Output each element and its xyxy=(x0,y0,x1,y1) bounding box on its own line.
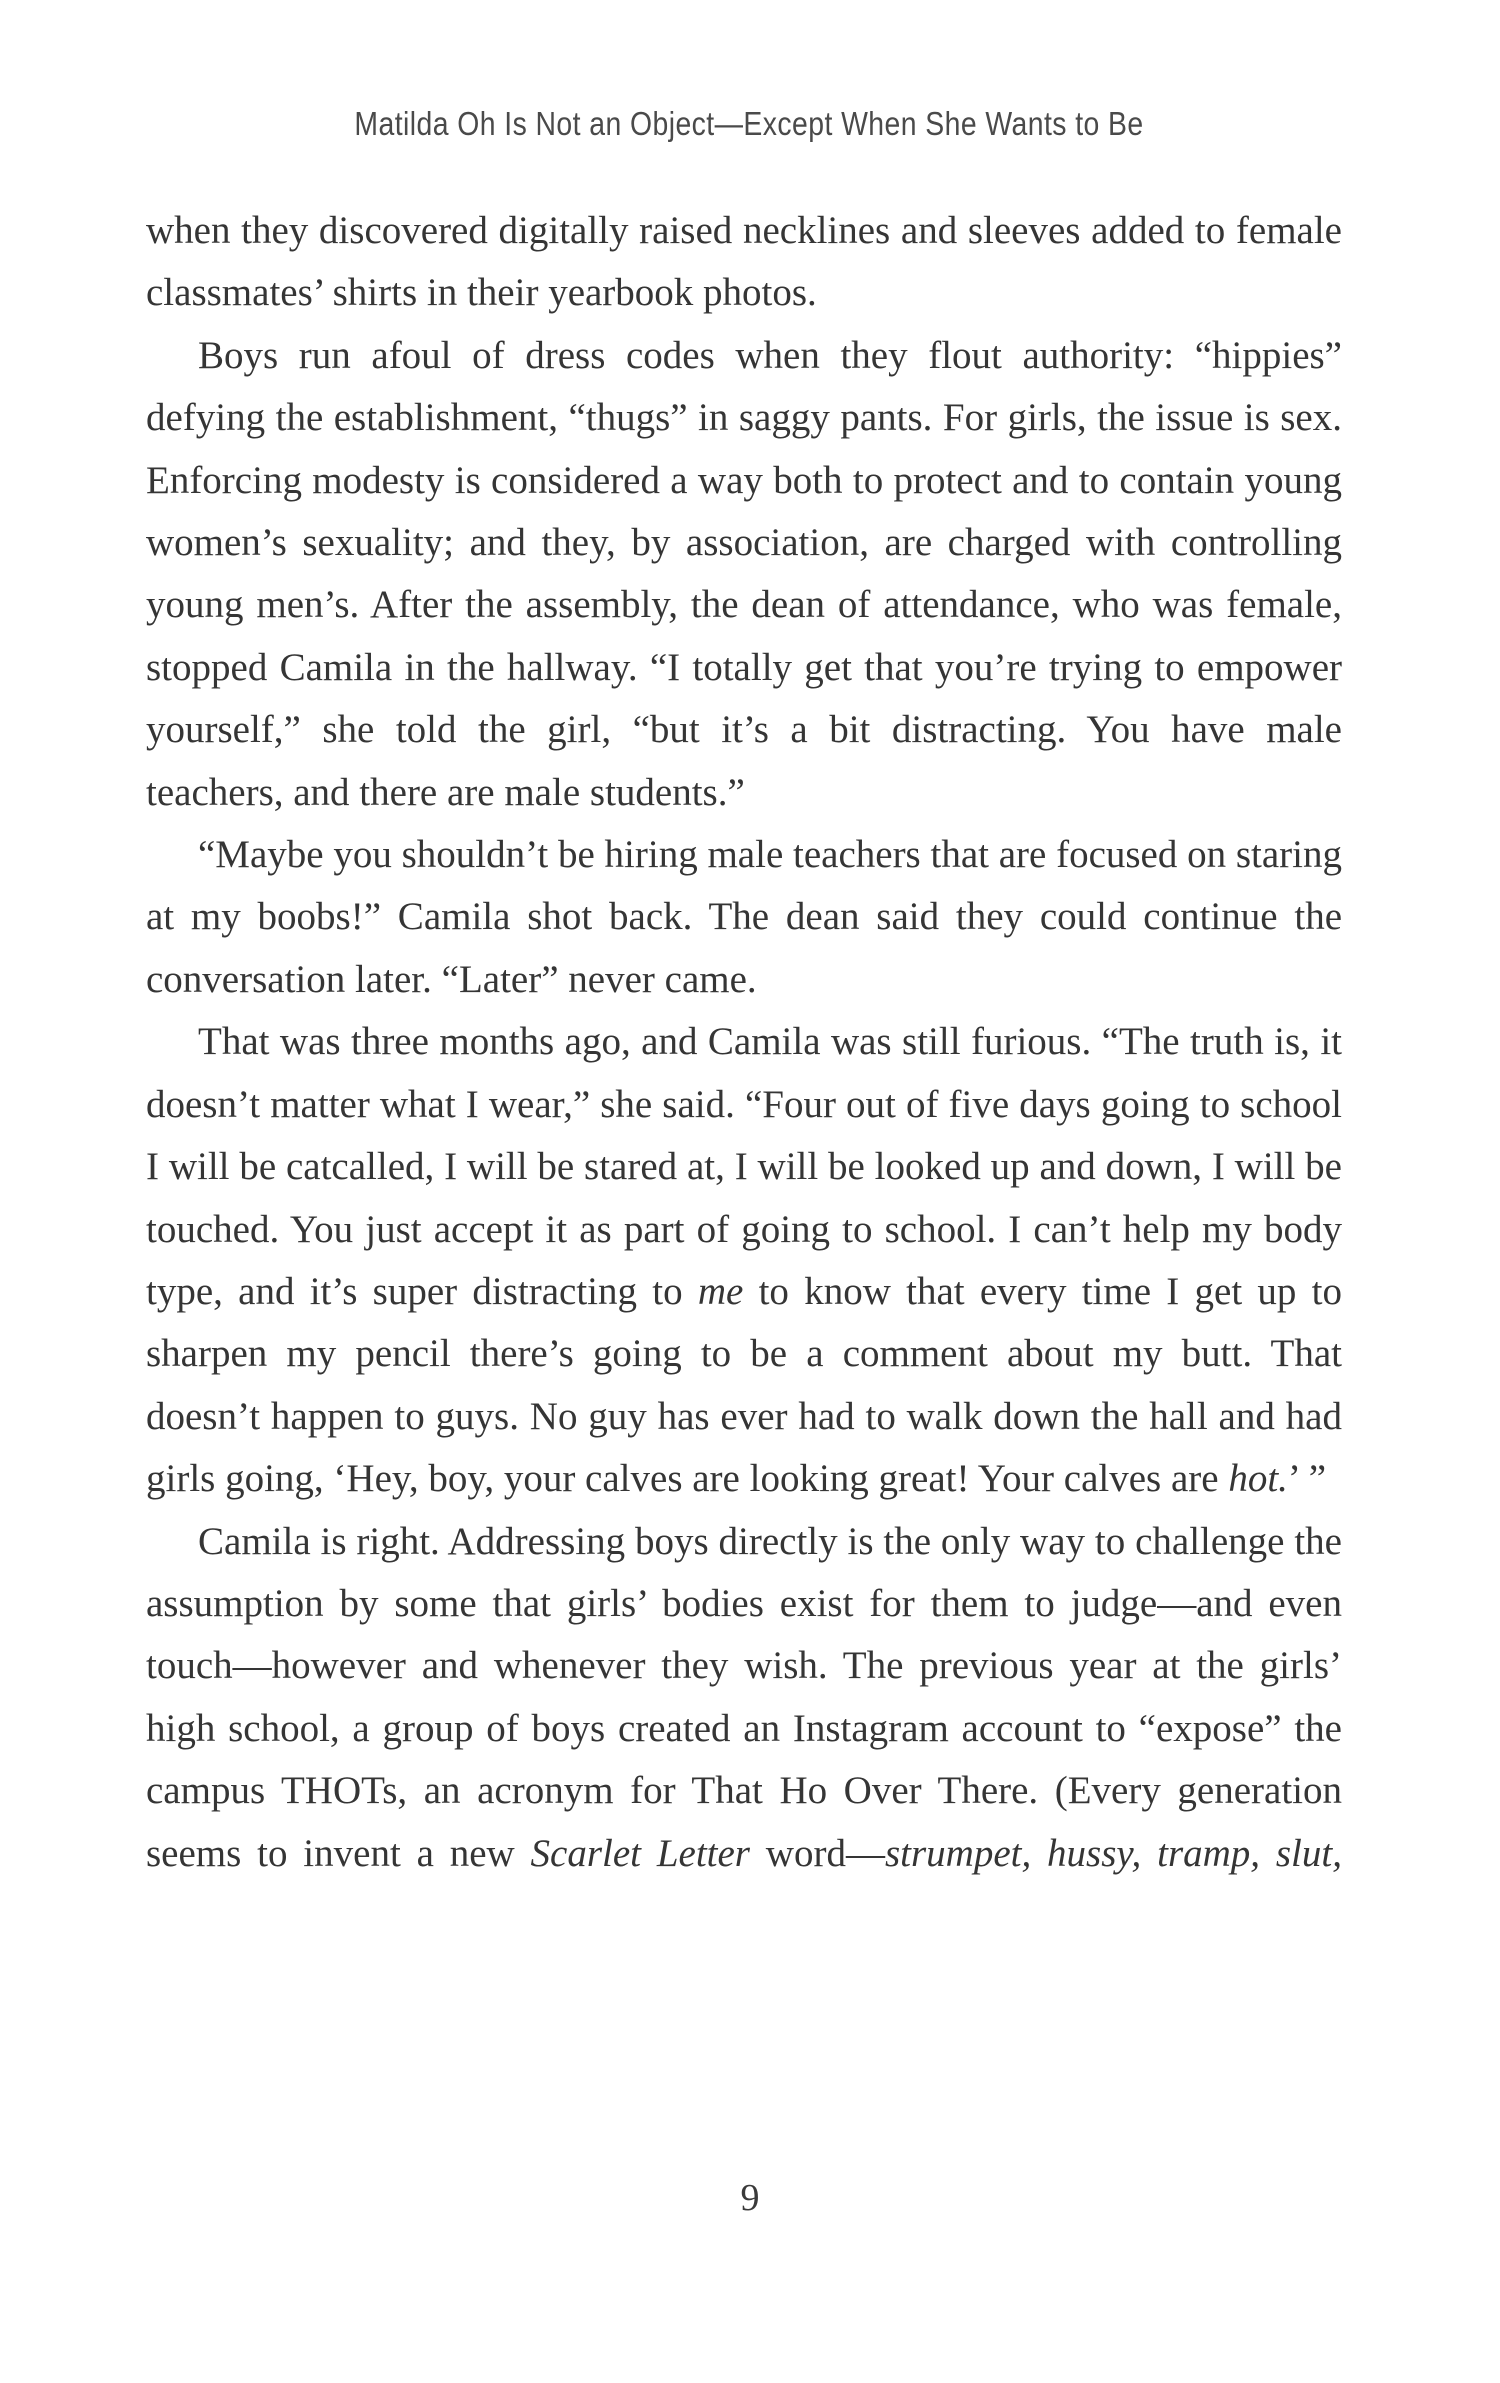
page-number: 9 xyxy=(740,2177,760,2219)
paragraph: Boys run afoul of dress codes when they flout authority: “hippies” defying the establishment, “thugs” in saggy pants. For girls, the issue is sex. Enforcing modesty is considered a way both to protect and to contain young women’s sexuality; and they, by association, are charged with controlling young men’s. After the assembly, the dean of attendance, who was female, stopped Camila in the hallway. “I totally get that you’re trying to empower yourself,” she told the girl, “but it’s a bit distracting. You have male teachers, and there are male students.” xyxy=(146,333,1342,814)
paragraph: That was three months ago, and Camila was still furious. “The truth is, it doesn’t matter what I wear,” she said. “Four out of five days going to school I will be catcalled, I will be stared at, I will be looked up and down, I will be touched. You just accept it as part of going to school. I can’t help my body type, and it’s super distracting to me to know that every time I get up to sharpen my pencil there’s going to be a comment about my butt. That doesn’t happen to guys. No guy has ever had to walk down the hall and had girls going, ‘Hey, boy, your calves are looking great! Your calves are hot.’ ” xyxy=(146,1020,1343,1501)
paragraph: “Maybe you shouldn’t be hiring male teachers that are focused on staring at my boobs!” Camila shot back. The dean said they could continue the conversation later. “Later” never came. xyxy=(146,833,1343,1001)
paragraph: Camila is right. Addressing boys directly is the only way to challenge the assumption by some that girls’ bodies exist for them to judge—and even touch—however and whenever they wish. The previous year at the girls’ high school, a group of boys created an Instagram account to “expose” the campus THOTs, an acronym for That Ho Over There. (Every generation seems to invent a new Scarlet Letter word—strumpet, hussy, tramp, slut, xyxy=(146,1519,1342,1875)
paragraph: when they discovered digitally raised necklines and sleeves added to female classmates’ shirts in their yearbook photos. xyxy=(146,209,1342,315)
running-head: Matilda Oh Is Not an Object—Except When She Wants to Be xyxy=(354,105,1144,142)
body-text xyxy=(146,200,1342,1885)
